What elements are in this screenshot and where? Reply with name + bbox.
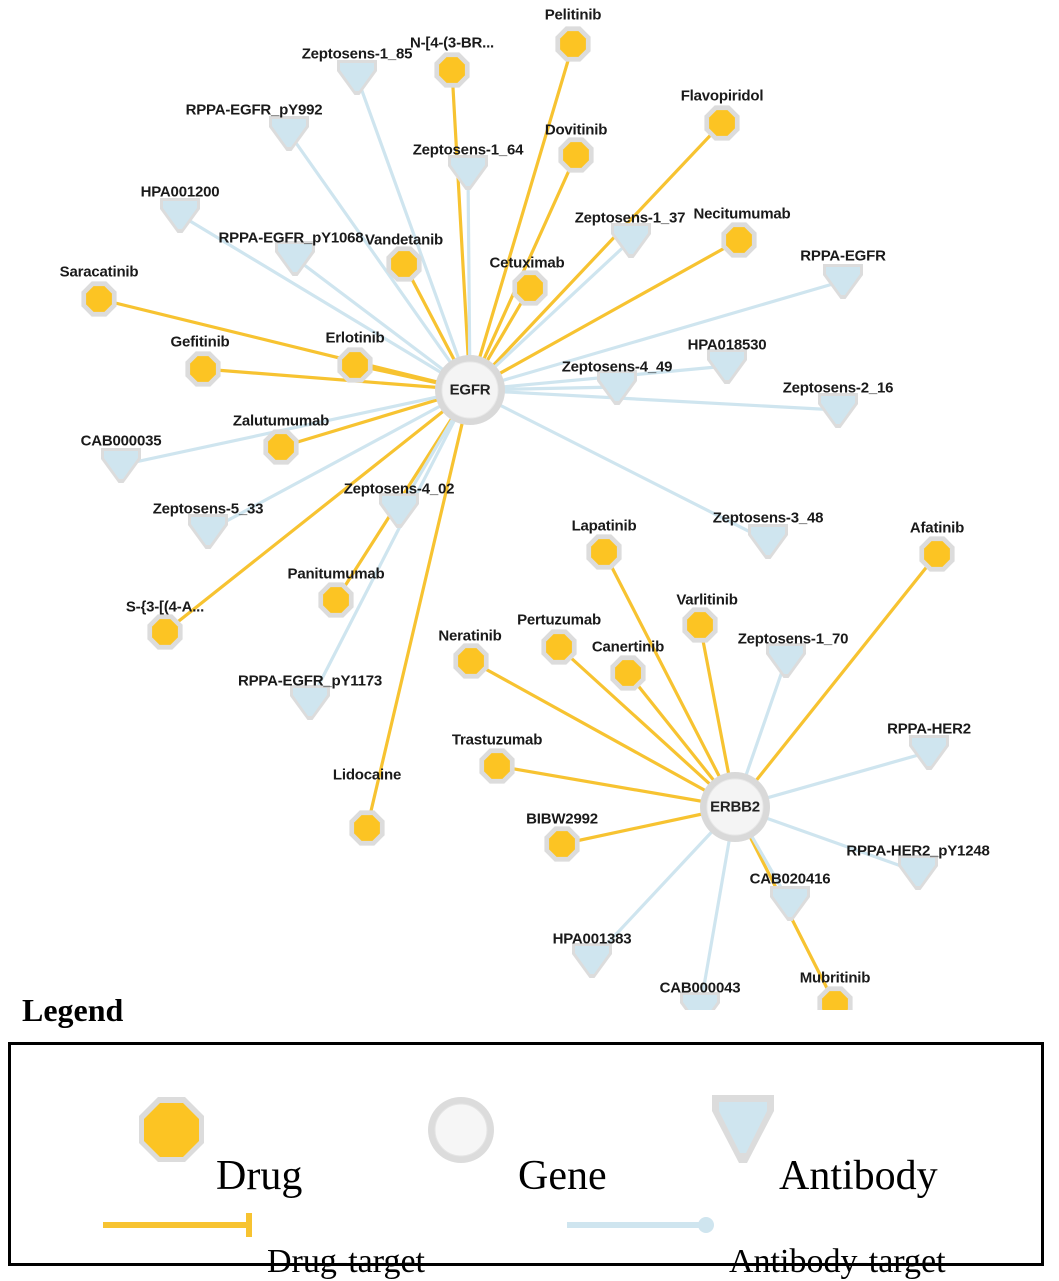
node-label: Pelitinib bbox=[544, 6, 602, 24]
node-label: Zeptosens-5_33 bbox=[152, 500, 264, 518]
antibody-node[interactable] bbox=[823, 264, 863, 299]
node-label: N-[4-(3-BR... bbox=[409, 34, 495, 52]
drug-node[interactable] bbox=[919, 536, 954, 571]
drug-node[interactable] bbox=[558, 137, 593, 172]
node-label: Erlotinib bbox=[325, 329, 385, 347]
antibody-node[interactable] bbox=[101, 448, 141, 483]
drug-node[interactable] bbox=[682, 607, 717, 642]
node-label: HPA018530 bbox=[687, 336, 767, 354]
node-label: Necitumumab bbox=[693, 205, 791, 223]
node-label: RPPA-EGFR_pY1173 bbox=[237, 672, 383, 690]
legend-box bbox=[8, 1042, 1044, 1280]
legend-drug-icon bbox=[139, 1097, 204, 1162]
antibody-node[interactable] bbox=[766, 643, 806, 678]
node-label: Cetuximab bbox=[489, 254, 565, 272]
node-label: HPA001383 bbox=[552, 930, 632, 948]
node-label: Zeptosens-4_02 bbox=[343, 480, 455, 498]
node-label: ERBB2 bbox=[710, 798, 760, 816]
legend-label-drug: Drug bbox=[216, 1153, 303, 1199]
edge bbox=[310, 390, 470, 702]
legend-gene-icon bbox=[428, 1097, 494, 1163]
node-label: Afatinib bbox=[909, 519, 965, 537]
drug-node[interactable] bbox=[704, 105, 739, 140]
node-label: RPPA-EGFR_pY1068 bbox=[218, 229, 364, 247]
drug-node[interactable] bbox=[610, 655, 645, 690]
legend-drug-edge bbox=[103, 1213, 249, 1237]
node-label: Vandetanib bbox=[364, 231, 444, 249]
node-label: S-{3-[(4-A... bbox=[125, 598, 205, 616]
drug-node[interactable] bbox=[479, 748, 514, 783]
drug-node[interactable] bbox=[541, 629, 576, 664]
node-label: Dovitinib bbox=[544, 121, 608, 139]
drug-node[interactable] bbox=[721, 222, 756, 257]
antibody-node[interactable] bbox=[448, 155, 488, 190]
node-label: Mubritinib bbox=[799, 969, 871, 987]
legend-antibody-edge bbox=[567, 1217, 714, 1233]
drug-node[interactable] bbox=[386, 246, 421, 281]
node-label: Lidocaine bbox=[332, 766, 402, 784]
node-label: Zeptosens-1_37 bbox=[574, 209, 686, 227]
drug-node[interactable] bbox=[586, 534, 621, 569]
node-label: Neratinib bbox=[438, 627, 502, 645]
node-label: BIBW2992 bbox=[526, 810, 598, 828]
antibody-node[interactable] bbox=[748, 524, 788, 559]
node-label: Varlitinib bbox=[676, 591, 738, 609]
node-label: RPPA-EGFR bbox=[800, 247, 886, 265]
drug-node[interactable] bbox=[318, 582, 353, 617]
node-label: Zeptosens-1_70 bbox=[737, 630, 849, 648]
drug-node[interactable] bbox=[544, 826, 579, 861]
node-label: CAB000035 bbox=[80, 432, 162, 450]
node-label: Trastuzumab bbox=[451, 731, 543, 749]
node-label: Gefitinib bbox=[170, 333, 230, 351]
drug-node[interactable] bbox=[337, 347, 372, 382]
antibody-node[interactable] bbox=[290, 685, 330, 720]
legend-label-antibody-target: Antibody-target bbox=[729, 1243, 946, 1280]
node-label: RPPA-HER2 bbox=[887, 720, 971, 738]
drug-node[interactable] bbox=[817, 986, 852, 1010]
node-label: Pertuzumab bbox=[517, 611, 601, 629]
antibody-node[interactable] bbox=[707, 349, 747, 384]
legend-label-antibody: Antibody bbox=[779, 1153, 938, 1199]
node-label: Canertinib bbox=[591, 638, 665, 656]
antibody-node[interactable] bbox=[160, 198, 200, 233]
edge bbox=[367, 390, 470, 828]
drug-node[interactable] bbox=[349, 810, 384, 845]
drug-node[interactable] bbox=[555, 26, 590, 61]
node-label: Flavopiridol bbox=[680, 87, 764, 105]
antibody-node[interactable] bbox=[269, 116, 309, 151]
antibody-node[interactable] bbox=[770, 886, 810, 921]
drug-node[interactable] bbox=[147, 614, 182, 649]
node-label: EGFR bbox=[449, 381, 491, 399]
drug-node[interactable] bbox=[263, 429, 298, 464]
legend-antibody-icon bbox=[712, 1095, 774, 1163]
node-label: Zeptosens-4_49 bbox=[561, 358, 673, 376]
edge bbox=[452, 70, 475, 390]
node-label: CAB020416 bbox=[749, 870, 831, 888]
node-label: HPA001200 bbox=[140, 183, 220, 201]
drug-node[interactable] bbox=[434, 52, 469, 87]
node-label: Zeptosens-1_85 bbox=[301, 45, 413, 63]
node-label: Zalutumumab bbox=[232, 412, 330, 430]
antibody-node[interactable] bbox=[909, 735, 949, 770]
antibody-node[interactable] bbox=[337, 60, 377, 95]
drug-node[interactable] bbox=[453, 643, 488, 678]
node-label: Zeptosens-3_48 bbox=[712, 509, 824, 527]
edge bbox=[735, 554, 937, 807]
node-label: RPPA-EGFR_pY992 bbox=[185, 101, 323, 119]
node-label: CAB000043 bbox=[659, 979, 741, 997]
node-label: Zeptosens-2_16 bbox=[782, 379, 894, 397]
drug-node[interactable] bbox=[81, 281, 116, 316]
legend-label-gene: Gene bbox=[518, 1153, 607, 1199]
drug-node[interactable] bbox=[185, 351, 220, 386]
antibody-node[interactable] bbox=[818, 393, 858, 428]
node-label: Lapatinib bbox=[571, 517, 637, 535]
node-label: Zeptosens-1_64 bbox=[412, 141, 524, 159]
antibody-node[interactable] bbox=[188, 514, 228, 549]
node-label: Panitumumab bbox=[287, 565, 385, 583]
node-label: RPPA-HER2_pY1248 bbox=[846, 842, 990, 860]
drug-node[interactable] bbox=[512, 270, 547, 305]
legend-label-drug-target: Drug-target bbox=[267, 1243, 425, 1280]
node-label: Saracatinib bbox=[59, 263, 139, 281]
node-layer bbox=[81, 26, 954, 1010]
antibody-node[interactable] bbox=[898, 855, 938, 890]
legend-title: Legend bbox=[22, 992, 124, 1028]
antibody-node[interactable] bbox=[572, 943, 612, 978]
edge bbox=[470, 44, 573, 390]
